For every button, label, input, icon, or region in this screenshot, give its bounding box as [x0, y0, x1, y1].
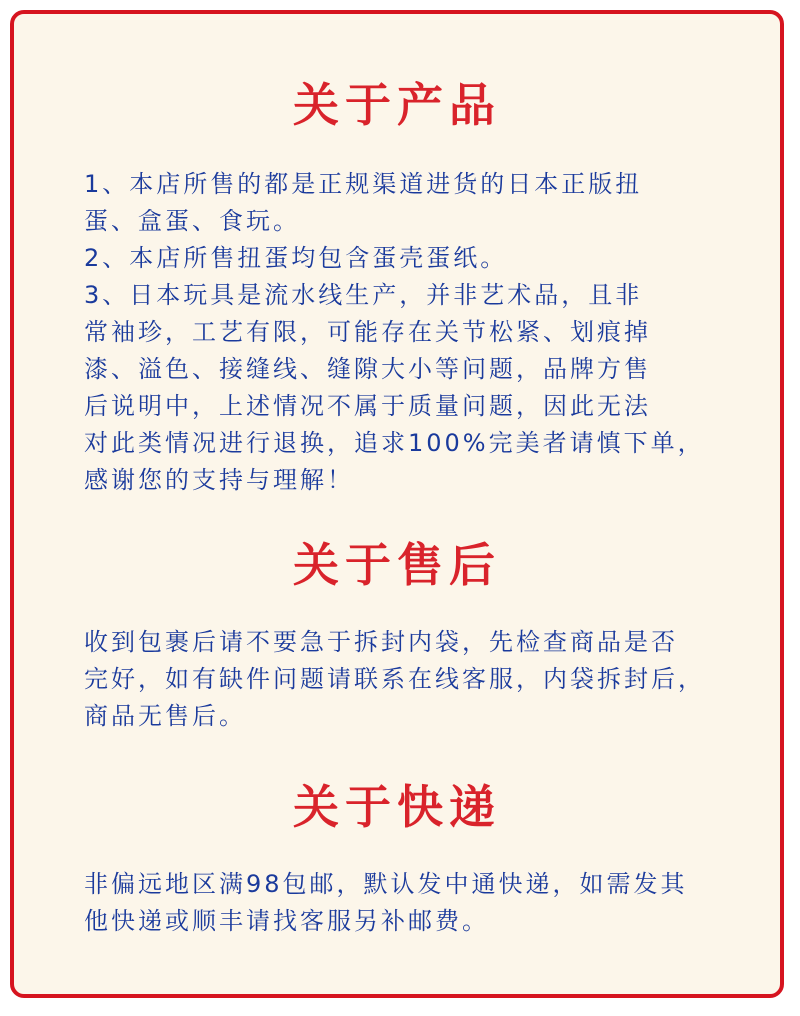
text-line: 完好，如有缺件问题请联系在线客服，内袋拆封后，	[84, 665, 705, 693]
text-line: 漆、溢色、接缝线、缝隙大小等问题，品牌方售	[84, 355, 651, 383]
text-line: 蛋、盒蛋、食玩。	[84, 207, 300, 235]
product-section-heading: 关于产品	[293, 78, 501, 132]
text-line: 常袖珍，工艺有限，可能存在关节松紧、划痕掉	[84, 318, 651, 346]
text-line: 感谢您的支持与理解！	[84, 466, 354, 494]
info-card	[10, 10, 784, 998]
after-sales-section-heading: 关于售后	[293, 538, 501, 592]
text-line: 商品无售后。	[84, 702, 246, 730]
text-line: 2、本店所售扭蛋均包含蛋壳蛋纸。	[84, 244, 508, 272]
product-section-body	[84, 166, 714, 499]
after-sales-section-body	[84, 624, 714, 735]
shipping-section-heading: 关于快递	[293, 780, 501, 834]
text-line: 他快递或顺丰请找客服另补邮费。	[84, 907, 489, 935]
shipping-section-body	[84, 866, 714, 940]
text-line: 1、本店所售的都是正规渠道进货的日本正版扭	[84, 170, 643, 198]
text-line: 收到包裹后请不要急于拆封内袋，先检查商品是否	[84, 628, 678, 656]
text-line: 后说明中，上述情况不属于质量问题，因此无法	[84, 392, 651, 420]
text-line: 3、日本玩具是流水线生产，并非艺术品，且非	[84, 281, 643, 309]
text-line: 对此类情况进行退换，追求100%完美者请慎下单，	[84, 429, 705, 457]
text-line: 非偏远地区满98包邮，默认发中通快递，如需发其	[84, 870, 688, 898]
